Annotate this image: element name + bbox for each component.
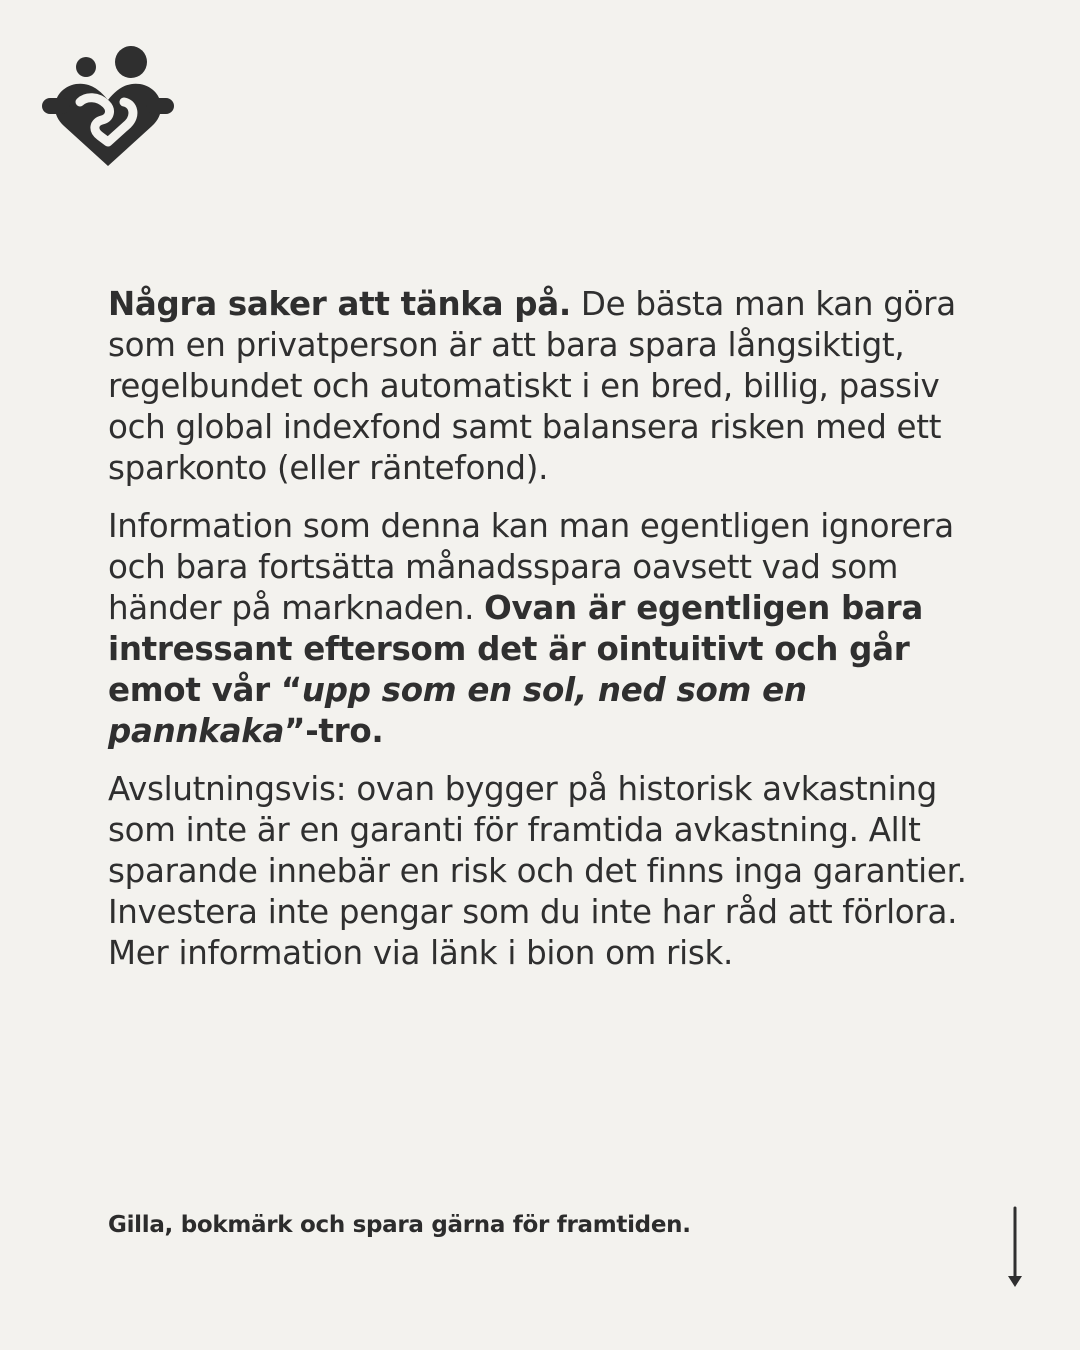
arrow-down-icon — [1004, 1206, 1026, 1290]
footer-cta: Gilla, bokmärk och spara gärna för framtiden. — [108, 1212, 691, 1238]
paragraph-information-body: Information som denna kan man egentligen ignorera och bara fortsätta månadsspara oavsett vad som händer på marknaden. — [108, 507, 954, 627]
paragraph-disclaimer — [108, 769, 978, 974]
paragraph-disclaimer-body: Avslutningsvis: ovan bygger på historisk avkastning som inte är en garanti för framtida avkastning. Allt sparande innebär en risk och det finns inga garantier. Investera inte pengar som du inte har råd att förlora. Mer information via länk i bion om risk. — [108, 770, 967, 972]
paragraph-information-bold-end: ”-tro. — [284, 712, 384, 750]
main-text — [108, 284, 978, 991]
paragraph-tips-body: De bästa man kan göra som en privatperson är att bara spara långsiktigt, regelbundet och automatiskt i en bred, billig, passiv och global indexfond samt balansera risken med ett sparkonto (eller räntefond). — [108, 285, 956, 487]
paragraph-information — [108, 506, 978, 752]
people-heart-logo-icon — [40, 44, 176, 172]
paragraph-tips-lead: Några saker att tänka på. — [108, 285, 571, 323]
paragraph-tips — [108, 284, 978, 489]
paragraph-information-quote: upp som en sol, ned som en pannkaka — [108, 671, 807, 750]
paragraph-information-bold: Ovan är egentligen bara intressant eftersom det är ointuitivt och går emot vår “ — [108, 589, 923, 709]
